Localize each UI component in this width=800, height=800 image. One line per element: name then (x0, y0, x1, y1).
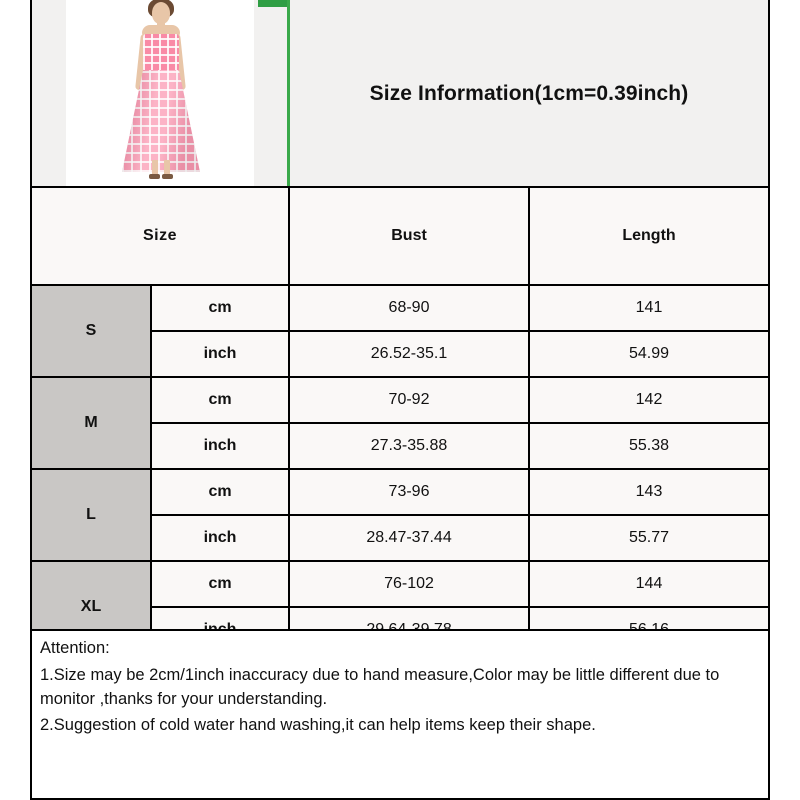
model-right-shoe (162, 174, 173, 179)
cell-bust-inch-l: 28.47-37.44 (289, 515, 529, 561)
unit-cm: cm (151, 285, 289, 331)
size-table (30, 186, 770, 654)
size-label-xl: XL (31, 561, 151, 653)
attention-line-1: 1.Size may be 2cm/1inch inaccuracy due to hand measure,Color may be little different due to monitor ,thanks for your understanding. (40, 665, 720, 708)
page-title: Size Information(1cm=0.39inch) (369, 82, 689, 105)
table-header-row (31, 187, 769, 285)
unit-inch: inch (151, 423, 289, 469)
attention-line-2: 2.Suggestion of cold water hand washing,it can help items keep their shape. (40, 715, 596, 734)
cell-bust-cm-l: 73-96 (289, 469, 529, 515)
model-left-shoe (149, 174, 160, 179)
product-photo (66, 0, 254, 188)
cell-length-cm-xl: 144 (529, 561, 769, 607)
model-illustration (66, 0, 254, 188)
column-header-bust: Bust (289, 187, 529, 285)
dress-skirt-shading (122, 70, 200, 172)
cell-length-inch-m: 55.38 (529, 423, 769, 469)
unit-cm: cm (151, 561, 289, 607)
unit-cm: cm (151, 377, 289, 423)
dress-bodice (143, 34, 179, 72)
green-marker (258, 0, 288, 7)
attention-title: Attention: (40, 639, 110, 657)
table-row (31, 561, 769, 607)
column-header-length: Length (529, 187, 769, 285)
cell-bust-inch-m: 27.3-35.88 (289, 423, 529, 469)
size-information-title-cell (290, 0, 768, 188)
cell-bust-inch-s: 26.52-35.1 (289, 331, 529, 377)
table-row (31, 469, 769, 515)
cell-length-inch-l: 55.77 (529, 515, 769, 561)
unit-cm: cm (151, 469, 289, 515)
table-row (31, 377, 769, 423)
product-header-row (30, 0, 770, 188)
size-label-m: M (31, 377, 151, 469)
column-header-size: Size (31, 187, 289, 285)
cell-length-inch-s: 54.99 (529, 331, 769, 377)
unit-inch: inch (151, 515, 289, 561)
size-label-s: S (31, 285, 151, 377)
cell-length-cm-l: 143 (529, 469, 769, 515)
green-divider-line (287, 0, 290, 188)
attention-block (30, 629, 770, 800)
cell-length-cm-s: 141 (529, 285, 769, 331)
product-image-cell (32, 0, 290, 188)
cell-bust-cm-m: 70-92 (289, 377, 529, 423)
cell-bust-cm-s: 68-90 (289, 285, 529, 331)
size-label-l: L (31, 469, 151, 561)
cell-length-cm-m: 142 (529, 377, 769, 423)
cell-bust-cm-xl: 76-102 (289, 561, 529, 607)
unit-inch: inch (151, 331, 289, 377)
table-row (31, 285, 769, 331)
